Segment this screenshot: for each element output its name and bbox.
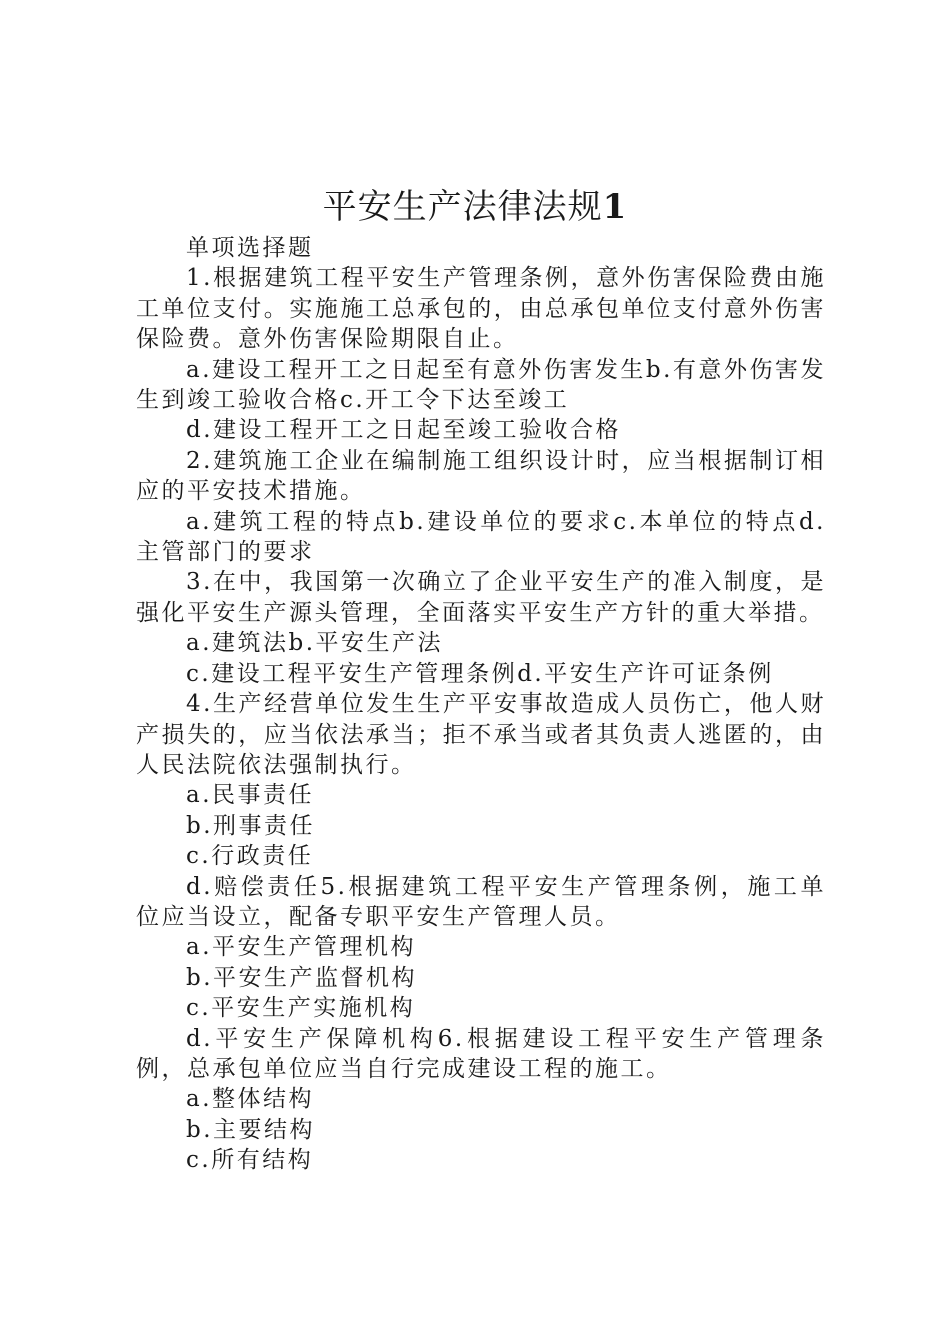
question-3-options-ab: a.建筑法b.平安生产法 [186, 630, 444, 657]
question-4-option-d-question-5: d.赔偿责任5.根据建筑工程平安生产管理条例，施工单位应当设立，配备专职平安生产管理人员。 [136, 873, 826, 930]
question-3-options-cd: c.建设工程平安生产管理条例d.平安生产许可证条例 [186, 660, 774, 687]
question-5-option-b: b.平安生产监督机构 [186, 964, 418, 991]
question-5-option-d-question-6: d.平安生产保障机构6.根据建设工程平安生产管理条例，总承包单位应当自行完成建设工程的施工。 [136, 1025, 826, 1082]
question-6-option-a: a.整体结构 [186, 1086, 315, 1113]
question-1: 1.根据建筑工程平安生产管理条例，意外伤害保险费由施工单位支付。实施施工总承包的，由总承包单位支付意外伤害保险费。意外伤害保险期限自止。 [136, 265, 826, 353]
question-1-option-d: d.建设工程开工之日起至竣工验收合格 [186, 417, 622, 444]
question-2-options: a.建筑工程的特点b.建设单位的要求c.本单位的特点d.主管部门的要求 [136, 508, 826, 566]
question-4: 4.生产经营单位发生生产平安事故造成人员伤亡，他人财产损失的，应当依法承当；拒不承当或者其负责人逃匿的，由人民法院依法强制执行。 [136, 691, 826, 778]
question-6-option-b: b.主要结构 [186, 1116, 316, 1143]
question-4-option-c: c.行政责任 [186, 843, 314, 870]
document-body [136, 233, 826, 1176]
question-1-options-abc: a.建设工程开工之日起至有意外伤害发生b.有意外伤害发生到竣工验收合格c.开工令下达至竣工 [136, 356, 826, 414]
document-title-number: 1 [602, 187, 628, 227]
question-3: 3.在中，我国第一次确立了企业平安生产的准入制度，是强化平安生产源头管理，全面落实平安生产方针的重大举措。 [136, 569, 826, 626]
question-2: 2.建筑施工企业在编制施工组织设计时，应当根据制订相应的平安技术措施。 [136, 447, 826, 505]
question-6-option-c: c.所有结构 [186, 1147, 314, 1174]
document-title [0, 182, 950, 232]
document-title-text: 平安生产法律法规 [322, 187, 603, 227]
question-5-option-a: a.平安生产管理机构 [186, 934, 417, 961]
question-5-option-c: c.平安生产实施机构 [186, 995, 416, 1022]
section-heading: 单项选择题 [186, 235, 314, 261]
question-4-option-a: a.民事责任 [186, 782, 315, 809]
question-4-option-b: b.刑事责任 [186, 812, 316, 839]
